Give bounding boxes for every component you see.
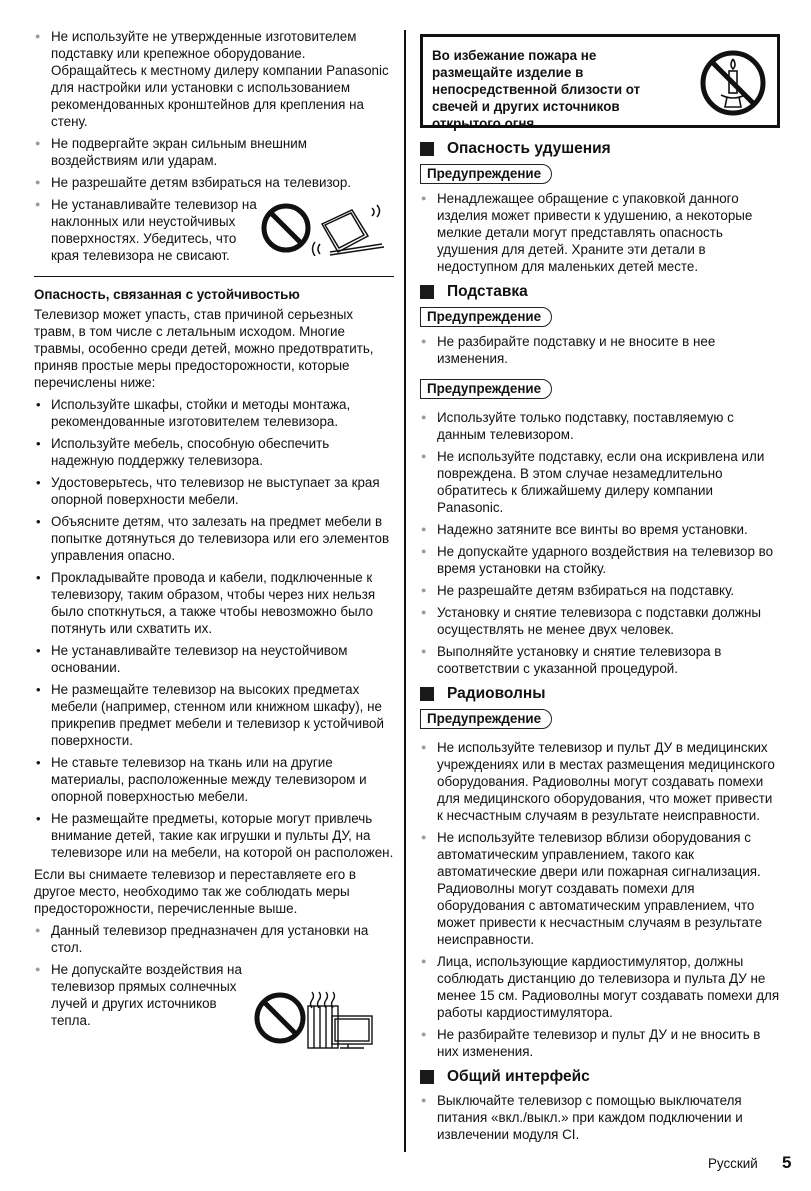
choking-title: Опасность удушения (447, 140, 611, 157)
prohibited-heat-icon (248, 986, 378, 1052)
heat-warning-text: Не допускайте воздействия на телевизор прямых солнечных лучей и других источников тепла. (51, 962, 242, 1028)
interface-list (420, 1092, 780, 1143)
list-item: • Не устанавливайте телевизор на неустойчивом основании. (34, 642, 394, 676)
list-item: • Объясните детям, что залезать на предмет мебели в попытке дотянуться до телевизора или его элементов управления опасно. (34, 513, 394, 564)
list-item: • Не размещайте предметы, которые могут привлечь внимание детей, такие как игрушки и пульты ДУ, на телевизоре или на мебели, на которой он расположен. (34, 810, 394, 861)
section-marker (420, 285, 434, 299)
heat-source-illustration (248, 986, 378, 1057)
warning-label: Предупреждение (420, 307, 552, 327)
list-item: ● Данный телевизор предназначен для установки на стол. (34, 922, 394, 956)
list-item: • Удостоверьтесь, что телевизор не выступает за края опорной поверхности мебели. (34, 474, 394, 508)
list-item: • Не ставьте телевизор на ткань или на другие материалы, расположенные между телевизором и опорной поверхностью мебели. (34, 754, 394, 805)
list-item: ● Не подвергайте экран сильным внешним воздействиям или ударам. (34, 135, 394, 169)
stability-list (34, 396, 394, 861)
list-item: • Прокладывайте провода и кабели, подключенные к телевизору, таким образом, чтобы через них нельзя было споткнуться, а также чтобы невозможно было потянуть или схватить их. (34, 569, 394, 637)
warning-label: Предупреждение (420, 164, 552, 184)
right-column (420, 28, 780, 1148)
interface-heading (420, 1068, 780, 1086)
list-item: ● Не разбирайте телевизор и пульт ДУ и не вносить в них изменения. (420, 1026, 780, 1060)
list-item: ● Не разрешайте детям взбираться на подставку. (420, 582, 780, 599)
footer-language: Русский (708, 1156, 758, 1171)
list-item: ● Используйте только подставку, поставляемую с данным телевизором. (420, 409, 780, 443)
list-item (34, 196, 261, 264)
stability-intro: Телевизор может упасть, став причиной серьезных травм, в том числе с летальным исходом. Многие травмы, особенно среди детей, можно предотвратить, приняв простые меры предосторожности, которые перечислены ниже: (34, 307, 374, 390)
interface-title: Общий интерфейс (447, 1068, 590, 1085)
choking-heading (420, 140, 780, 158)
list-item: ● Не разбирайте подставку и не вносите в нее изменения. (420, 333, 780, 367)
column-divider (404, 30, 406, 1152)
list-item: • Используйте шкафы, стойки и методы монтажа, рекомендованные изготовителем телевизора. (34, 396, 394, 430)
list-item (34, 961, 251, 1029)
list-item: ● Ненадлежащее обращение с упаковкой данного изделия может привести к удушению, а некоторые мелкие детали могут представлять опасность удушения для детей. Храните эти детали в недоступном для маленьких детей месте. (420, 190, 780, 275)
page-number: 5 (782, 1153, 792, 1172)
stand-list-1 (420, 333, 780, 367)
list-item: ● Не используйте подставку, если она искривлена или повреждена. В этом случае незамедлительно обратитесь к ближайшему дилеру компании Panasonic. (420, 448, 780, 516)
warning-label: Предупреждение (420, 379, 552, 399)
list-item: ● Не используйте телевизор вблизи оборудования с автоматическим управлением, такого как автоматические двери или пожарная сигнализация. Радиоволны могут создавать помехи для оборудования с автоматическим управлением, что может привести к несчастным случаям в результате неисправности. (420, 829, 780, 948)
tilt-warning-text: Не устанавливайте телевизор на наклонных или неустойчивых поверхностях. Убедитесь, что края телевизора не свисают. (51, 197, 257, 263)
list-item: ● Не разрешайте детям взбираться на телевизор. (34, 174, 394, 191)
section-divider (34, 276, 394, 277)
list-item: ● Установку и снятие телевизора с подставки должны осуществлять не менее двух человек. (420, 604, 780, 638)
fire-warning-text: Во избежание пожара не размещайте изделие в непосредственной близости от свечей и других источников открытого огня (432, 48, 641, 131)
radio-heading (420, 685, 780, 703)
prohibited-tilt-icon (260, 200, 390, 256)
choking-list (420, 190, 780, 275)
list-item: ● Лица, использующие кардиостимулятор, должны соблюдать дистанцию до телевизора и пульта ДУ не менее 15 см. Радиоволны могут создавать помехи для работы кардиостимулятора. (420, 953, 780, 1021)
stand-title: Подставка (447, 283, 528, 300)
list-item: ● Надежно затяните все винты во время установки. (420, 521, 780, 538)
list-item: • Используйте мебель, способную обеспечить надежную поддержку телевизора. (34, 435, 394, 469)
no-open-flame-icon (699, 49, 767, 117)
section-marker (420, 687, 434, 701)
list-item: ● Выполняйте установку и снятие телевизора в соответствии с указанной процедурой. (420, 643, 780, 677)
relocate-text: Если вы снимаете телевизор и переставляете его в другое место, необходимо так же соблюдать меры предосторожности, перечисленные выше. (34, 867, 357, 916)
fire-warning-box (420, 34, 780, 131)
list-item: ● Выключайте телевизор с помощью выключателя питания «вкл./выкл.» при каждом подключении и извлечении модуля CI. (420, 1092, 780, 1143)
left-column (34, 28, 394, 1034)
list-item: ● Не используйте не утвержденные изготовителем подставку или крепежное оборудование. Обращайтесь к местному дилеру компании Panasonic для настройки или установки с использованием рекомендованных кронштейнов для крепления на стену. (34, 28, 394, 130)
stand-heading (420, 283, 780, 301)
list-item: ● Не допускайте ударного воздействия на телевизор во время установки на стойку. (420, 543, 780, 577)
stand-list-2 (420, 409, 780, 677)
section-marker (420, 142, 434, 156)
list-item: • Не размещайте телевизор на высоких предметах мебели (например, стенном или книжном шкафу), не прикрепив предмет мебели и телевизор к устойчивой поверхности. (34, 681, 394, 749)
stability-title: Опасность, связанная с устойчивостью (34, 287, 300, 302)
tilted-tv-illustration (260, 200, 390, 261)
section-marker (420, 1070, 434, 1084)
radio-list (420, 739, 780, 1060)
radio-title: Радиоволны (447, 685, 546, 702)
list-item: ● Не используйте телевизор и пульт ДУ в медицинских учреждениях или в местах размещения медицинского оборудования. Радиоволны могут создавать помехи для медицинского оборудования, что может привести к несчастным случаям в результате неисправности. (420, 739, 780, 824)
warning-label: Предупреждение (420, 709, 552, 729)
